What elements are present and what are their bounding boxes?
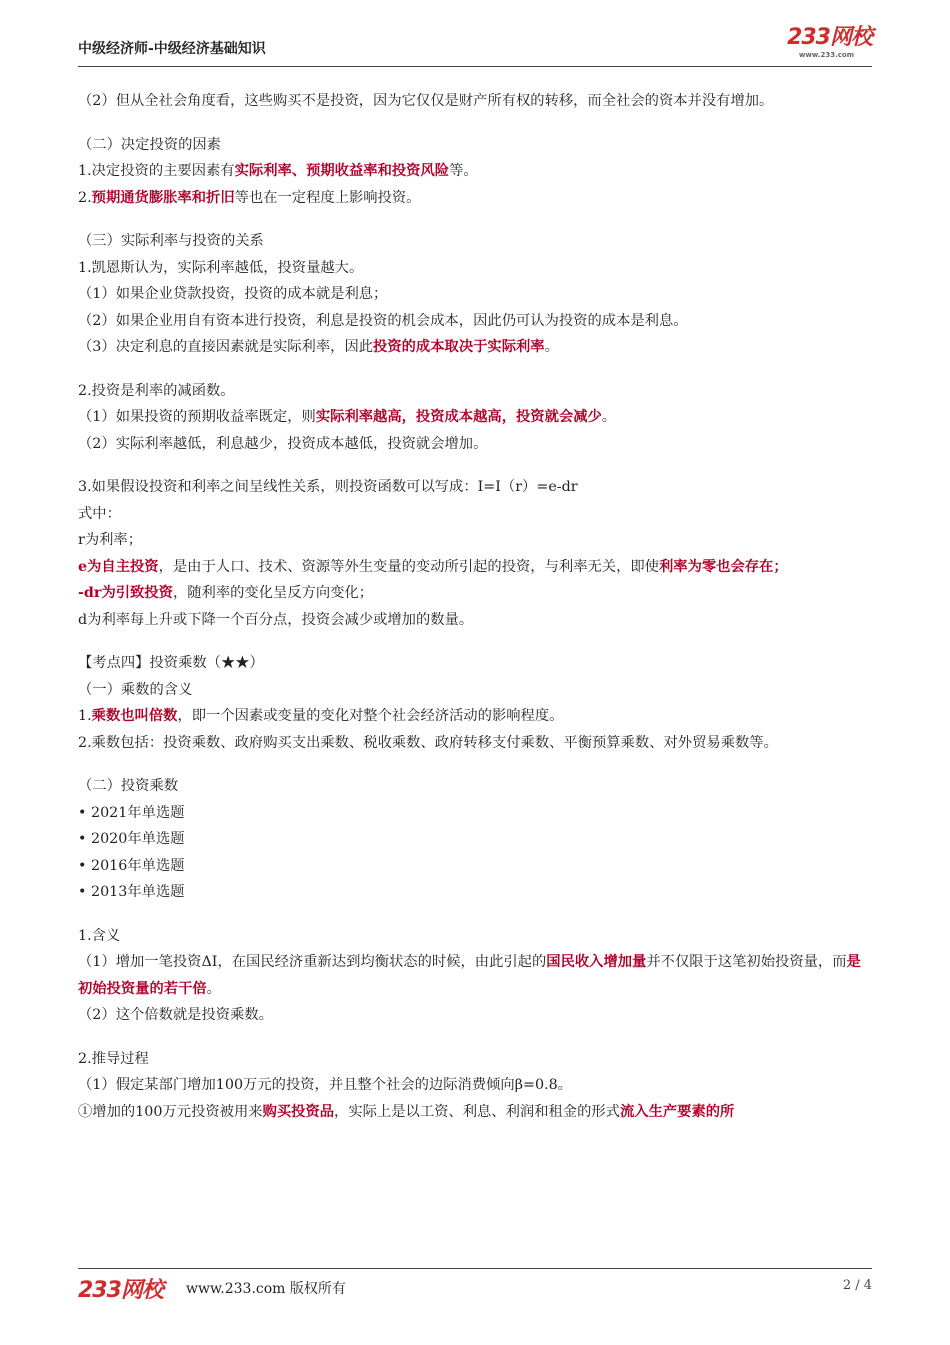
highlight: 是初始投资量的若干倍 — [78, 954, 861, 997]
paragraph: 1.决定投资的主要因素有实际利率、预期收益率和投资风险等。 — [78, 163, 478, 179]
paragraph: （2）这个倍数就是投资乘数。 — [78, 1007, 273, 1023]
paragraph: （2）如果企业用自有资本进行投资，利息是投资的机会成本，因此仍可认为投资的成本是利息。 — [78, 312, 688, 329]
paragraph: （2）但从全社会角度看，这些购买不是投资，因为它仅仅是财产所有权的转移，而全社会的资本并没有增加。 — [78, 93, 774, 109]
paragraph: -dr为引致投资，随利率的变化呈反方向变化； — [78, 585, 374, 601]
paragraph: 1.凯恩斯认为，实际利率越低，投资量越大。 — [78, 259, 364, 276]
paragraph: 2.投资是利率的减函数。 — [78, 382, 235, 399]
paragraph: 2.乘数包括：投资乘数、政府购买支出乘数、税收乘数、政府转移支付乘数、平衡预算乘数、对外贸易乘数等。 — [78, 734, 778, 751]
brand-logo: 233网校 — [787, 25, 872, 50]
list-item: • 2020年单选题 — [78, 831, 185, 847]
header-title: 中级经济师-中级经济基础知识 — [78, 41, 266, 57]
paragraph: （1）假定某部门增加100万元的投资，并且整个社会的边际消费倾向β=0.8。 — [78, 1077, 572, 1093]
highlight: 实际利率越高，投资成本越高，投资就会减少 — [315, 409, 602, 425]
paragraph: 1.乘数也叫倍数，即一个因素或变量的变化对整个社会经济活动的影响程度。 — [78, 708, 564, 724]
paragraph: （3）决定利息的直接因素就是实际利率，因此投资的成本取决于实际利率。 — [78, 339, 559, 355]
section-title: （三）实际利率与投资的关系 — [78, 233, 264, 249]
paragraph: 式中： — [78, 505, 121, 522]
highlight: 预期通货膨胀率和折旧 — [91, 189, 235, 206]
list-item: • 2021年单选题 — [78, 804, 185, 821]
section-title: 2.推导过程 — [78, 1050, 149, 1067]
list-item: • 2013年单选题 — [78, 884, 185, 900]
highlight: -dr为引致投资 — [78, 585, 173, 601]
paragraph: 3.如果假设投资和利率之间呈线性关系，则投资函数可以写成：I=I（r）=e-dr — [78, 479, 578, 495]
paragraph: e为自主投资，是由于人口、技术、资源等外生变量的变动所引起的投资，与利率无关，即使利率为零也会存在； — [78, 558, 788, 575]
section-title: （一）乘数的含义 — [78, 681, 193, 698]
paragraph: （2）实际利率越低，利息越少，投资成本越低，投资就会增加。 — [78, 435, 488, 452]
section-title: （二）投资乘数 — [78, 778, 179, 794]
paragraph: （1）增加一笔投资ΔI，在国民经济重新达到均衡状态的时候，由此引起的国民收入增加量并不仅限于这笔初始投资量，而是初始投资量的若干倍。 — [78, 954, 861, 997]
list-item: • 2016年单选题 — [78, 857, 185, 874]
highlight: 乘数也叫倍数 — [91, 708, 178, 724]
highlight: 购买投资品 — [262, 1103, 335, 1120]
highlight: 国民收入增加量 — [546, 954, 647, 970]
footer-logo: 233网校 — [78, 1278, 163, 1303]
section-title: （二）决定投资的因素 — [78, 136, 221, 153]
highlight: e为自主投资 — [78, 558, 159, 575]
paragraph: （1）如果企业贷款投资，投资的成本就是利息； — [78, 286, 388, 302]
footer-copyright: www.233.com 版权所有 — [186, 1281, 346, 1297]
highlight: 投资的成本取决于实际利率 — [373, 339, 545, 355]
section-title: 1.含义 — [78, 927, 121, 944]
paragraph: d为利率每上升或下降一个百分点，投资会减少或增加的数量。 — [78, 611, 474, 628]
page-header — [78, 26, 872, 67]
highlight: 实际利率、预期收益率和投资风险 — [234, 163, 450, 179]
brand-url: www.233.com — [798, 51, 854, 59]
paragraph: （1）如果投资的预期收益率既定，则实际利率越高，投资成本越高，投资就会减少。 — [78, 409, 617, 425]
document-body — [78, 88, 874, 1125]
highlight: 流入生产要素的所 — [619, 1103, 735, 1120]
paragraph: ①增加的100万元投资被用来购买投资品，实际上是以工资、利息、利润和租金的形式流入生产要素的所 — [78, 1103, 735, 1120]
page-footer — [78, 1268, 872, 1303]
paragraph: 2.预期通货膨胀率和折旧等也在一定程度上影响投资。 — [78, 189, 421, 206]
highlight: 利率为零也会存在； — [658, 558, 788, 575]
page-number: 2 / 4 — [842, 1278, 872, 1293]
paragraph: r为利率； — [78, 532, 143, 548]
section-title: 【考点四】投资乘数（★★） — [78, 655, 264, 671]
